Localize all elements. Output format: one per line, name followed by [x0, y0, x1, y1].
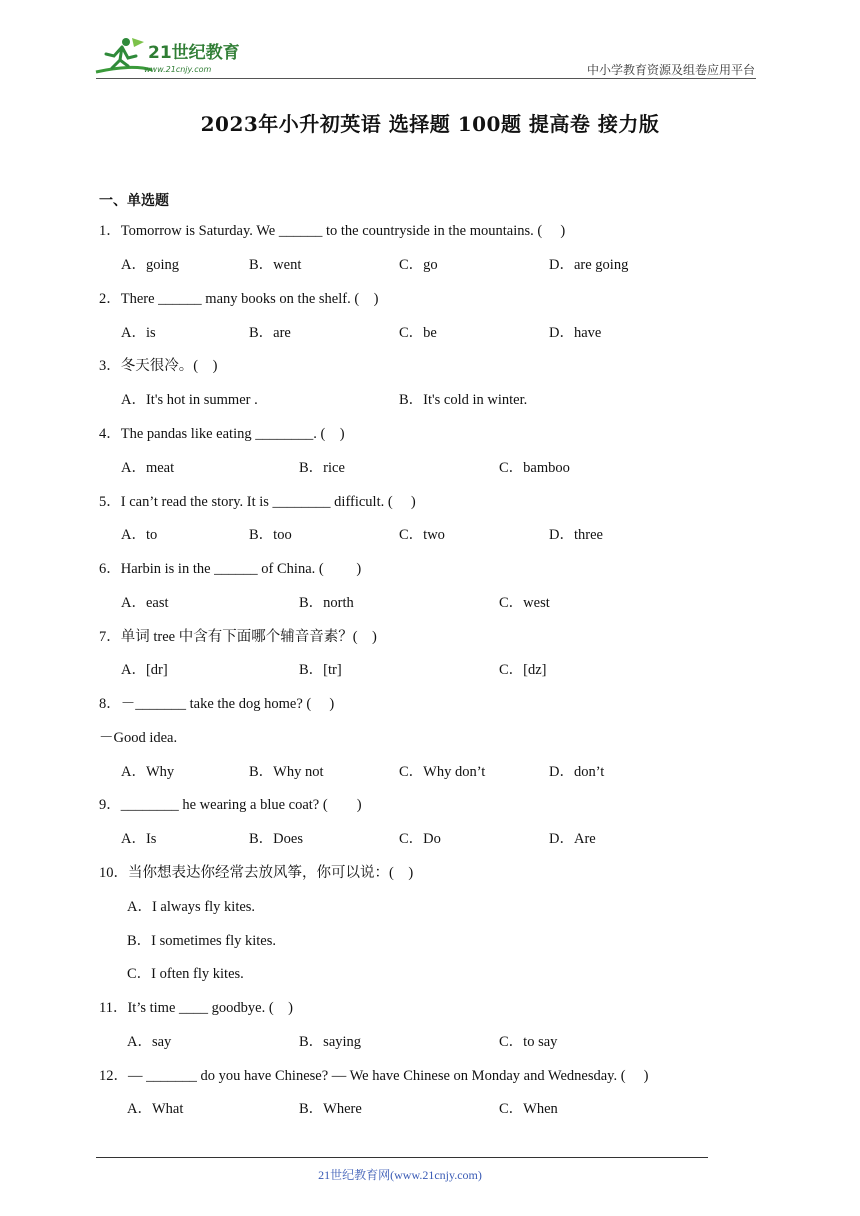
question-stem: 8．－_______ take the dog home? ( ): [99, 696, 335, 712]
option-b: B．It's cold in winter.: [399, 392, 528, 408]
option-c: C．west: [499, 595, 550, 611]
option-d: D．don’t: [549, 764, 605, 780]
option-d: D．three: [549, 527, 603, 543]
option-a: A．is: [121, 325, 156, 341]
option-b: B．Does: [249, 831, 303, 847]
option-a: A．I always fly kites.: [127, 899, 256, 915]
option-c: C．two: [399, 527, 445, 543]
svg-text:www.21cnjy.com: www.21cnjy.com: [144, 65, 212, 74]
option-b: B．rice: [299, 460, 345, 476]
option-b: B．saying: [299, 1034, 362, 1050]
question-stem: 7．单词 tree 中含有下面哪个辅音音素？( ): [99, 629, 377, 645]
question-stem: 11．It’s time ____ goodbye. ( ): [99, 1000, 293, 1016]
option-b: B．[tr]: [299, 662, 342, 678]
question-extra-line: －Good idea.: [99, 730, 178, 746]
option-d: D．have: [549, 325, 602, 341]
option-d: D．are going: [549, 257, 629, 273]
runner-logo-icon: [92, 34, 262, 78]
question-stem: 1．Tomorrow is Saturday. We ______ to the countryside in the mountains. ( ): [99, 223, 566, 239]
page-title: 2023年小升初英语 选择题 100题 提高卷 接力版: [200, 112, 660, 136]
option-b: B．too: [249, 527, 292, 543]
question-stem: 6．Harbin is in the ______ of China. ( ): [99, 561, 362, 577]
option-a: A．Is: [121, 831, 157, 847]
option-c: C．Why don’t: [399, 764, 486, 780]
option-b: B．are: [249, 325, 291, 341]
option-a: A．What: [127, 1101, 184, 1117]
option-c: C．Do: [399, 831, 441, 847]
option-c: C．to say: [499, 1034, 558, 1050]
option-a: A．meat: [121, 460, 175, 476]
option-a: A．It's hot in summer .: [121, 392, 258, 408]
option-a: A．[dr]: [121, 662, 168, 678]
option-c: C．I often fly kites.: [127, 966, 244, 982]
option-b: B．north: [299, 595, 354, 611]
section-heading: 一、单选题: [99, 193, 169, 209]
option-c: C．be: [399, 325, 437, 341]
question-stem: 10．当你想表达你经常去放风筝，你可以说：( ): [99, 865, 414, 881]
option-a: A．say: [127, 1034, 172, 1050]
option-d: D．Are: [549, 831, 596, 847]
footer-link[interactable]: 21世纪教育网(www.21cnjy.com): [318, 1168, 482, 1182]
option-c: C．[dz]: [499, 662, 547, 678]
option-b: B．Why not: [249, 764, 324, 780]
question-stem: 12．— _______ do you have Chinese? — We have Chinese on Monday and Wednesday. ( ): [99, 1068, 649, 1084]
option-c: C．bamboo: [499, 460, 570, 476]
option-a: A．east: [121, 595, 169, 611]
option-a: A．going: [121, 257, 179, 273]
header-divider: [96, 78, 756, 79]
option-b: B．went: [249, 257, 302, 273]
question-stem: 3．冬天很冷。( ): [99, 358, 218, 374]
question-stem: 9．________ he wearing a blue coat? ( ): [99, 797, 362, 813]
option-c: C．go: [399, 257, 438, 273]
option-c: C．When: [499, 1101, 558, 1117]
header-platform-text: 中小学教育资源及组卷应用平台: [586, 63, 755, 77]
question-stem: 2．There ______ many books on the shelf. ( ): [99, 291, 379, 307]
option-b: B．I sometimes fly kites.: [127, 933, 277, 949]
question-stem: 5．I can’t read the story. It is ________ difficult. ( ): [99, 494, 416, 510]
question-stem: 4．The pandas like eating ________. ( ): [99, 426, 345, 442]
option-a: A．to: [121, 527, 158, 543]
svg-text:21世纪教育: 21世纪教育: [148, 43, 240, 63]
footer-divider: [96, 1157, 708, 1158]
site-logo: [92, 34, 262, 78]
option-a: A．Why: [121, 764, 175, 780]
option-b: B．Where: [299, 1101, 362, 1117]
